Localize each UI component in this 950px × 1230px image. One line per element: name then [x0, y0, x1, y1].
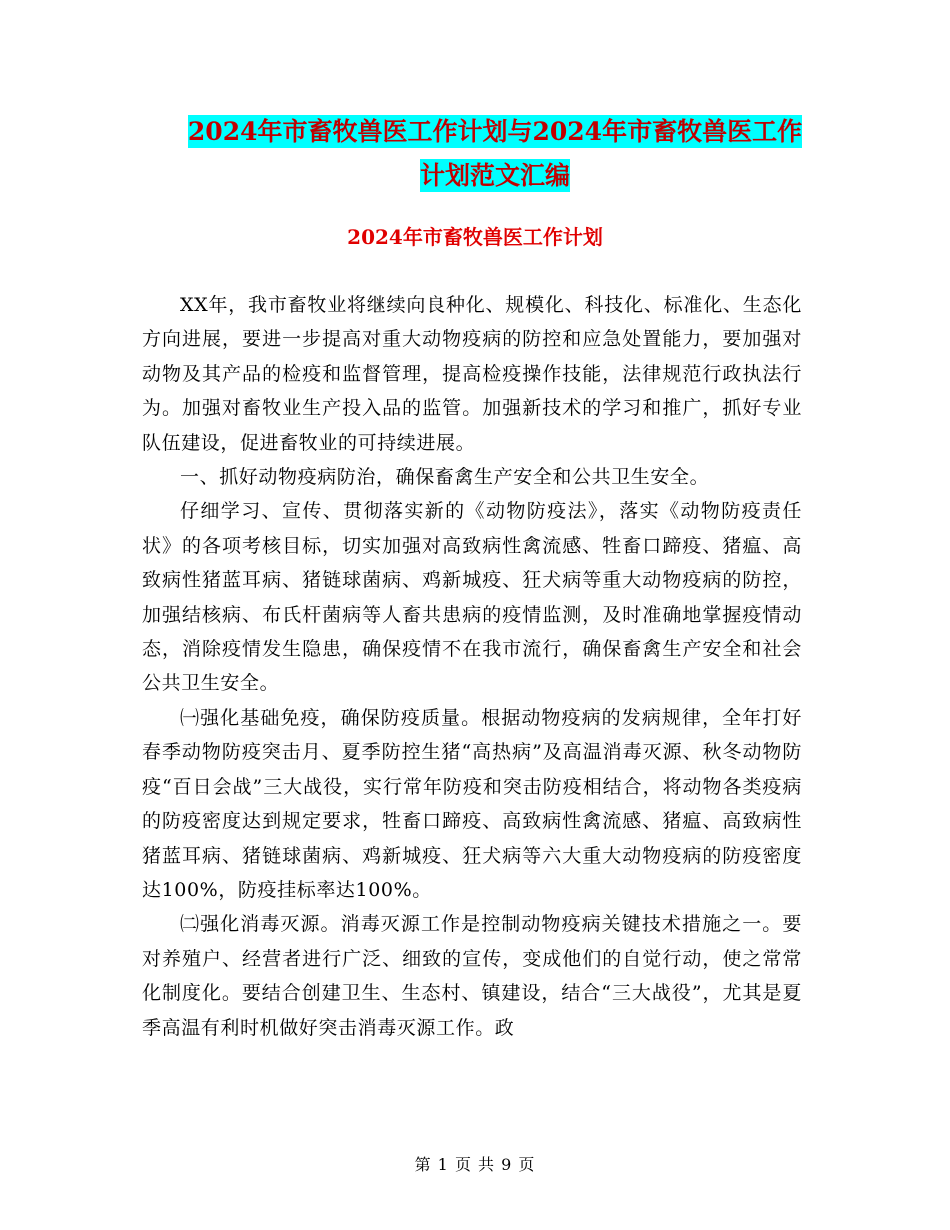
document-title-line-1: 2024年市畜牧兽医工作计划与2024年市畜牧兽医工作 — [187, 117, 803, 146]
page-footer: 第 1 页 共 9 页 — [414, 1155, 536, 1174]
paragraph-immunization: ㈠强化基础免疫，确保防疫质量。根据动物疫病的发病规律，全年打好春季动物防疫突击月、夏季防控生猪“高热病”及高温消毒灭源、秋冬动物防疫“百日会战”三大战役，实行常年防疫和突击防疫相结合，将动物各类疫病的防疫密度达到规定要求，牲畜口蹄疫、高致病性禽流感、猪瘟、高致病性猪蓝耳病、猪链球菌病、鸡新城疫、狂犬病等六大重大动物疫病的防疫密度达100%，防疫挂标率达100%。 — [142, 706, 802, 901]
paragraph-intro: XX年，我市畜牧业将继续向良种化、规模化、科技化、标准化、生态化方向进展，要进一步提高对重大动物疫病的防控和应急处置能力，要加强对动物及其产品的检疫和监督管理，提高检疫操作技能，法律规范行政执法行为。加强对畜牧业生产投入品的监管。加强新技术的学习和推广，抓好专业队伍建设，促进畜牧业的可持续进展。 — [142, 294, 802, 454]
section-title: 2024年市畜牧兽医工作计划 — [347, 225, 603, 249]
paragraph-disease-control: 仔细学习、宣传、贯彻落实新的《动物防疫法》，落实《动物防疫责任状》的各项考核目标，切实加强对高致病性禽流感、牲畜口蹄疫、猪瘟、高致病性猪蓝耳病、猪链球菌病、鸡新城疫、狂犬病等重大动物疫病的防控，加强结核病、布氏杆菌病等人畜共患病的疫情监测，及时准确地掌握疫情动态，消除疫情发生隐患，确保疫情不在我市流行，确保畜禽生产安全和社会公共卫生安全。 — [142, 500, 802, 695]
document-title-line-2: 计划范文汇编 — [419, 161, 570, 190]
paragraph-heading-1: 一、抓好动物疫病防治，确保畜禽生产安全和公共卫生安全。 — [180, 466, 710, 489]
document-title — [145, 110, 845, 198]
document-body — [142, 288, 802, 1045]
paragraph-disinfection: ㈡强化消毒灭源。消毒灭源工作是控制动物疫病关键技术措施之一。要对养殖户、经营者进行广泛、细致的宣传，变成他们的自觉行动，使之常常化制度化。要结合创建卫生、生态村、镇建设，结合“三大战役”，尤其是夏季高温有利时机做好突击消毒灭源工作。政 — [142, 913, 802, 1039]
